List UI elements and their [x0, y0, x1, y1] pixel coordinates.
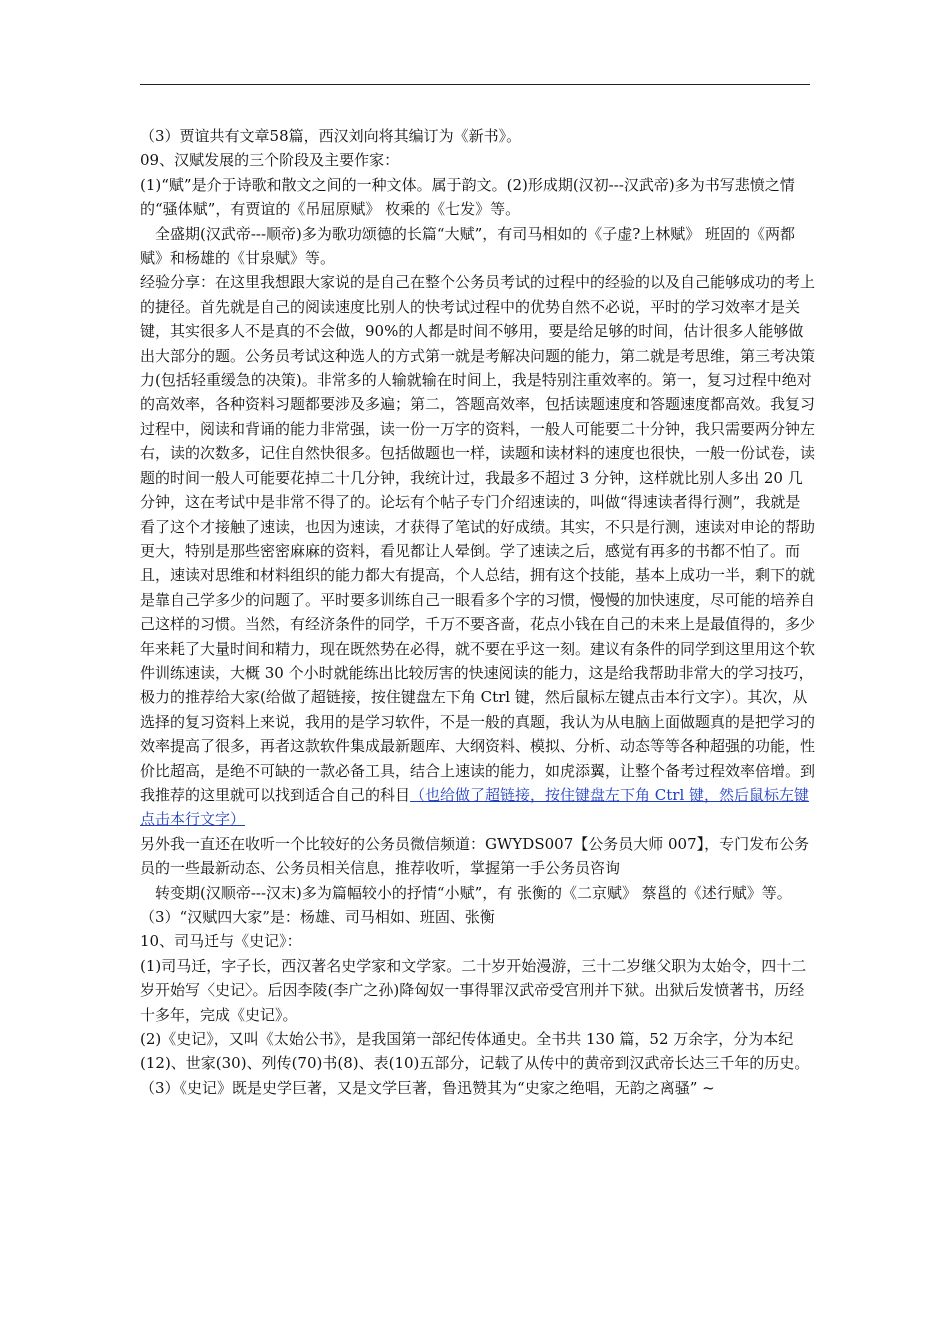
paragraph-jiayi-works: （3）贾谊共有文章58篇，西汉刘向将其编订为《新书》。 [140, 127, 522, 145]
experience-text: 经验分享：在这里我想跟大家说的是自己在整个公务员考试的过程中的经验的以及自己能够成功的考上的捷径。首先就是自己的阅读速度比别人的快考试过程中的优势自然不必说，平时的学习效率才是关键，其实很多人不是真的不会做，90%的人都是时间不够用，要是给足够的时间，估计很多人能够做出大部分的题。公务员考试这种选人的方式第一就是考解决问题的能力，第二就是考思维，第三考决策力(包括轻重缓急的决策)。非常多的人输就输在时间上，我是特别注重效率的。第一，复习过程中绝对的高效率，各种资料习题都要涉及多遍；第二，答题高效率，包括读题速度和答题速度都高效。我复习过程中，阅读和背诵的能力非常强，读一份一万字的资料，一般人可能要二十分钟，我只需要两分钟左右，读的次数多，记住自然快很多。包括做题也一样，读题和读材料的速度也很快，一般一份试卷，读题的时间一般人可能要花掉二十几分钟，我统计过，我最多不超过 3 分钟，这样就比别人多出 20 几分钟，这在考试中是非常不得了的。论坛有个帖子专门介绍速读的，叫做“得速读者得行测”，我就是看了这个才接触了速读，也因为速读，才获得了笔试的好成绩。其实，不只是行测，速读对申论的帮助更大，特别是那些密密麻麻的资料，看见都让人晕倒。学了速读之后，感觉有再多的书都不怕了。而且，速读对思维和材料组织的能力都大有提高，个人总结，拥有这个技能，基本上成功一半，剩下的就是靠自己学多少的问题了。平时要多训练自己一眼看多个字的习惯，慢慢的加快速度，尽可能的培养自己这样的习惯。当然，有经济条件的同学，千万不要吝啬，花点小钱在自己的未来上是最值得的，多少年来耗了大量时间和精力，现在既然势在必得，就不要在乎这一刻。建议有条件的同学到这里用这个软件训练速读，大概 30 个小时就能练出比较厉害的快速阅读的能力，这是给我帮助非常大的学习技巧，极力的推荐给大家(给做了超链接，按住键盘左下角 Ctrl 键，然后鼠标左键点击本行文字）。其次，从选择的复习资料上来说，我用的是学习软件，不是一般的真题，我认为从电脑上面做题真的是把学习的效率提高了很多，再者这款软件集成最新题库、大纲资料、模拟、分析、动态等等各种超强的功能，性价比超高，是绝不可缺的一款必备工具，结合上速读的能力，如虎添翼，让整个备考过程效率倍增。到我推荐的这里就可以找到适合自己的科目 [140, 273, 816, 804]
document-body [140, 124, 815, 1100]
paragraph-fu-definition: (1)“赋”是介于诗歌和散文之间的一种文体。属于韵文。(2)形成期(汉初---汉武帝)多为书写悲愤之情的“骚体赋”，有贾谊的《吊屈原赋》 枚乘的《七发》等。 [140, 175, 795, 219]
paragraph-simaqian-bio: (1)司马迁，字子长，西汉著名史学家和文学家。二十岁开始漫游，三十二岁继父职为太始令，四十二岁开始写〈史记〉。后因李陵(李广之孙)降匈奴一事得罪汉武帝受宫刑并下狱。出狱后发愤著书，历经十多年，完成《史记》。 [140, 956, 807, 1024]
header-rule [140, 84, 810, 85]
paragraph-fu-transition-period: 转变期(汉顺帝---汉末)多为篇幅较小的抒情“小赋”，有 张衡的《二京赋》 蔡邕的《述行赋》等。 [155, 883, 792, 902]
paragraph-experience-share [140, 270, 815, 831]
paragraph-shiji-praise: （3）《史记》既是史学巨著，又是文学巨著，鲁迅赞其为“史家之绝唱，无韵之离骚” ~ [140, 1078, 715, 1097]
section-10-heading: 10、司马迁与《史记》： [140, 932, 302, 951]
subject-hyperlink[interactable]: （也给做了超链接，按住键盘左下角 Ctrl 键，然后鼠标左键点击本行文字） [140, 785, 810, 829]
section-09-heading: 09、汉赋发展的三个阶段及主要作家： [140, 151, 400, 170]
paragraph-fu-peak-period: 全盛期(汉武帝---顺帝)多为歌功颂德的长篇“大赋”，有司马相如的《子虚?上林赋》 班固的《两都赋》和杨雄的《甘泉赋》等。 [140, 224, 796, 268]
paragraph-shiji-overview: (2)《史记》，又叫《太始公书》，是我国第一部纪传体通史。全书共 130 篇，52 万余字，分为本纪(12)、世家(30)、列传(70)书(8)、表(10)五部分，记载了从传中的黄帝到汉武帝长达三千年的历史。 [140, 1030, 810, 1073]
paragraph-wechat-channel: 另外我一直还在收听一个比较好的公务员微信频道：GWYDS007【公务员大师 007】，专门发布公务员的一些最新动态、公务员相关信息，推荐收听，掌握第一手公务员咨询 [140, 834, 810, 878]
paragraph-four-masters: （3）“汉赋四大家”是：杨雄、司马相如、班固、张衡 [140, 908, 495, 926]
